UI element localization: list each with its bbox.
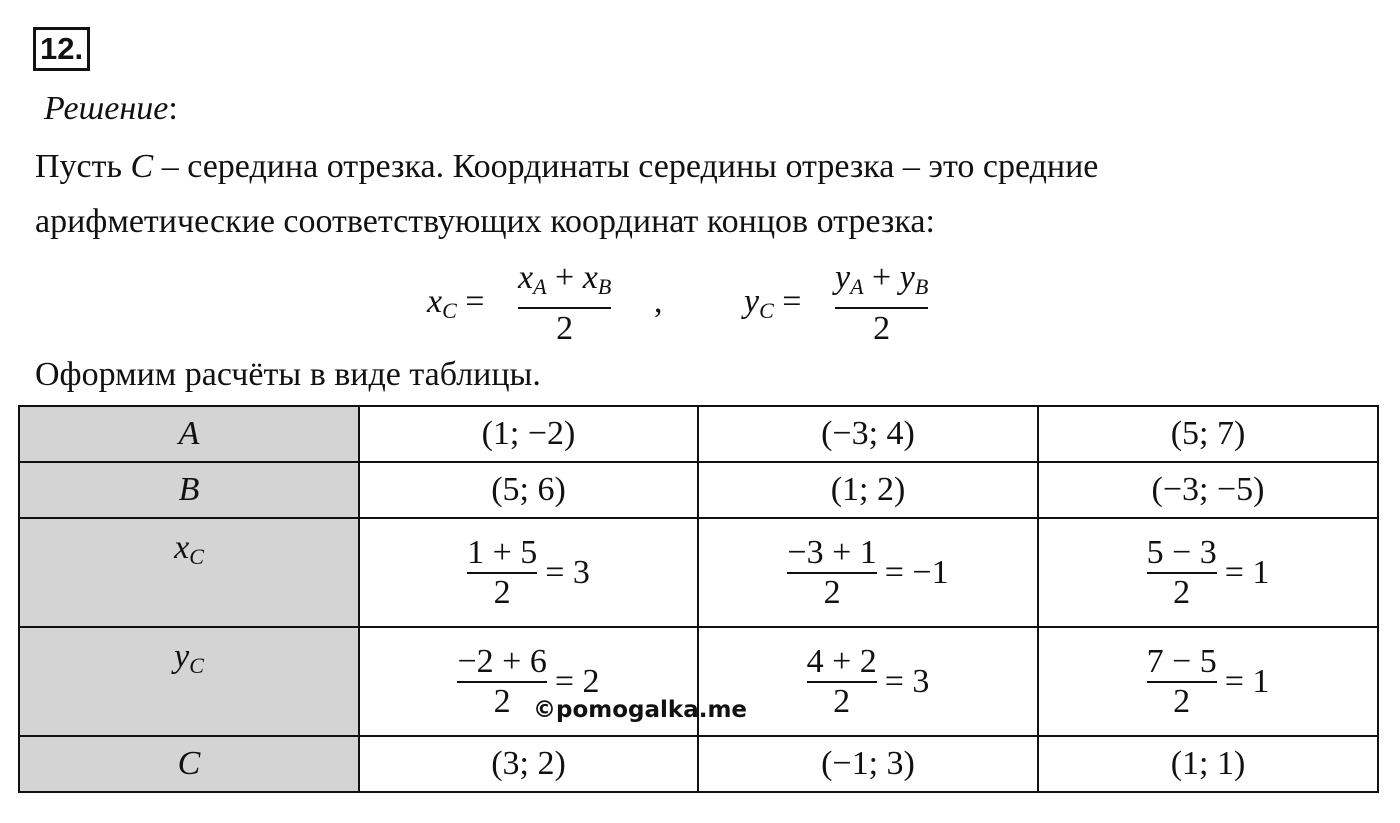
paragraph1-after: – середина отрезка. Координаты середины отрезка – это средние: [153, 148, 1099, 185]
paragraph1-before: Пусть: [35, 148, 131, 185]
table-cell: −3 + 1 2 = −1: [698, 518, 1038, 627]
table-cell: 1 + 5 2 = 3: [359, 518, 698, 627]
formula-y-lhs: $y_C$ =: [744, 283, 802, 323]
table-row-c: [19, 736, 1378, 792]
row-header-xc: $x_C$: [19, 518, 359, 627]
paragraph-midpoint-definition: [35, 148, 1098, 186]
table-cell: −2 + 6 2 = 2: [359, 627, 698, 736]
solution-label-text: Решение: [44, 90, 169, 127]
paragraph-table-intro: Оформим расчёты в виде таблицы.: [35, 356, 541, 393]
solution-label: [44, 90, 178, 128]
calculation-table: [18, 405, 1379, 793]
table-cell: (5; 6): [359, 462, 698, 518]
formula-y-fraction: $y_A + y_B$ 2: [835, 259, 929, 347]
formula-x-fraction: $x_A + x_B$ 2: [518, 259, 612, 347]
watermark: ©pomogalka.me: [533, 697, 748, 723]
table-cell: 4 + 2 2 = 3: [698, 627, 1038, 736]
formula-x-lhs: $x_C$ =: [427, 283, 485, 323]
solution-label-colon: :: [168, 90, 178, 127]
table-row-xc: [19, 518, 1378, 627]
table-row-a: [19, 406, 1378, 462]
row-header-yc: $y_C$: [19, 627, 359, 736]
paragraph-arithmetic-mean: арифметические соответствующих координат концов отрезка:: [35, 203, 935, 240]
table-row-b: [19, 462, 1378, 518]
table-cell: (−3; 4): [698, 406, 1038, 462]
row-header-a: A: [19, 406, 359, 462]
table-cell: (1; 2): [698, 462, 1038, 518]
table-cell: (1; −2): [359, 406, 698, 462]
paragraph1-variable: C: [130, 148, 154, 185]
table-cell: 7 − 5 2 = 1: [1038, 627, 1378, 736]
midpoint-formulas: [0, 258, 1400, 348]
formula-x-separator: ,: [654, 283, 663, 320]
table-cell: (5; 7): [1038, 406, 1378, 462]
table-cell: (1; 1): [1038, 736, 1378, 792]
table-cell: 5 − 3 2 = 1: [1038, 518, 1378, 627]
table-cell: (−1; 3): [698, 736, 1038, 792]
task-number: 12.: [33, 27, 90, 71]
table-cell: (−3; −5): [1038, 462, 1378, 518]
table-cell: (3; 2): [359, 736, 698, 792]
row-header-c: C: [19, 736, 359, 792]
row-header-b: B: [19, 462, 359, 518]
